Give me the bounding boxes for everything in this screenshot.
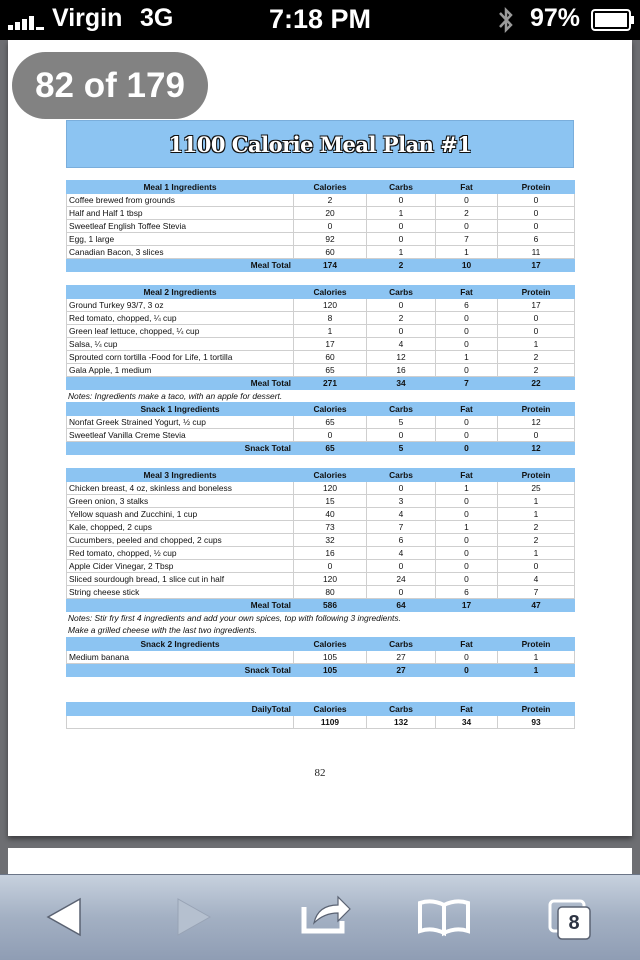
table-row (67, 324, 575, 337)
table-cell: 0 (367, 233, 436, 246)
table-cell: 4 (367, 507, 436, 520)
table-cell: 25 (498, 481, 575, 494)
table-cell: 2 (498, 363, 575, 376)
table-cell: 1 (367, 246, 436, 259)
back-icon (20, 875, 110, 960)
total-cell: Meal Total (67, 376, 294, 389)
total-cell: 1 (498, 663, 575, 676)
table-cell: 2 (367, 311, 436, 324)
table-cell: 5 (367, 416, 436, 429)
table-row (67, 546, 575, 559)
table-cell: Salsa, ¼ cup (67, 337, 294, 350)
table-cell: 120 (294, 572, 367, 585)
table-row (67, 585, 575, 598)
document-title: 1100 Calorie Meal Plan #1 (66, 120, 574, 168)
total-row (67, 259, 575, 272)
table-cell: Sliced sourdough bread, 1 slice cut in half (67, 572, 294, 585)
total-cell: 17 (436, 598, 498, 611)
meal-table (66, 468, 575, 612)
table-cell: 0 (498, 194, 575, 207)
table-cell: 0 (436, 324, 498, 337)
column-header: Protein (498, 403, 575, 416)
table-cell: 27 (367, 650, 436, 663)
total-cell: 586 (294, 598, 367, 611)
table-row (67, 520, 575, 533)
battery-icon (591, 9, 635, 31)
table-cell: 6 (367, 533, 436, 546)
table-cell: 4 (367, 337, 436, 350)
column-header: Snack 1 Ingredients (67, 403, 294, 416)
total-cell: 64 (367, 598, 436, 611)
daily-total-table (66, 702, 575, 729)
total-cell: 12 (498, 442, 575, 455)
total-cell: 7 (436, 376, 498, 389)
table-cell: 0 (367, 194, 436, 207)
table-cell: 0 (436, 507, 498, 520)
table-cell: 11 (498, 246, 575, 259)
column-header: Carbs (367, 637, 436, 650)
table-cell: Green onion, 3 stalks (67, 494, 294, 507)
table-cell: 0 (436, 533, 498, 546)
table-row (67, 194, 575, 207)
total-cell: 10 (436, 259, 498, 272)
column-header: Protein (498, 181, 575, 194)
table-row (67, 572, 575, 585)
table-row (67, 363, 575, 376)
table-cell: 0 (367, 220, 436, 233)
table-cell: 1 (498, 494, 575, 507)
column-header: Fat (436, 285, 498, 298)
total-row (67, 663, 575, 676)
table-cell: 1 (294, 324, 367, 337)
table-row (67, 429, 575, 442)
table-row (67, 507, 575, 520)
table-cell: 0 (498, 311, 575, 324)
table-row (67, 233, 575, 246)
column-header: Fat (436, 637, 498, 650)
table-cell: 80 (294, 585, 367, 598)
table-cell: Sprouted corn tortilla -Food for Life, 1 tortilla (67, 350, 294, 363)
table-row (67, 207, 575, 220)
table-cell: 20 (294, 207, 367, 220)
table-cell: 32 (294, 533, 367, 546)
table-cell: String cheese stick (67, 585, 294, 598)
column-header: Calories (294, 403, 367, 416)
table-cell: Sweetleaf English Toffee Stevia (67, 220, 294, 233)
table-cell: 0 (367, 559, 436, 572)
table-cell: 16 (367, 363, 436, 376)
daily-calories: 1109 (294, 715, 367, 728)
table-row (67, 298, 575, 311)
back-button[interactable] (20, 875, 110, 960)
table-cell: 60 (294, 246, 367, 259)
table-cell: 0 (367, 585, 436, 598)
table-cell: 4 (367, 546, 436, 559)
total-cell: 0 (436, 442, 498, 455)
table-cell: Gala Apple, 1 medium (67, 363, 294, 376)
table-row (67, 311, 575, 324)
table-cell: Cucumbers, peeled and chopped, 2 cups (67, 533, 294, 546)
column-header: Fat (436, 181, 498, 194)
table-cell: 0 (436, 559, 498, 572)
total-cell: 34 (367, 376, 436, 389)
total-cell: 47 (498, 598, 575, 611)
table-row (67, 220, 575, 233)
column-header: Calories (294, 468, 367, 481)
column-header: Fat (436, 702, 498, 715)
table-row (67, 559, 575, 572)
table-cell: 73 (294, 520, 367, 533)
table-cell: Coffee brewed from grounds (67, 194, 294, 207)
table-cell: 2 (436, 207, 498, 220)
table-cell: Apple Cider Vinegar, 2 Tbsp (67, 559, 294, 572)
table-cell: 24 (367, 572, 436, 585)
column-header: Protein (498, 285, 575, 298)
table-cell: 2 (498, 533, 575, 546)
column-header: Carbs (367, 403, 436, 416)
table-cell: 0 (367, 429, 436, 442)
section-header (67, 637, 575, 650)
table-cell: 65 (294, 416, 367, 429)
table-cell: 2 (294, 194, 367, 207)
table-cell: 0 (436, 337, 498, 350)
table-cell: 8 (294, 311, 367, 324)
table-cell: 17 (498, 298, 575, 311)
table-row (67, 494, 575, 507)
section-header (67, 285, 575, 298)
meal-table (66, 402, 575, 455)
column-header: Fat (436, 403, 498, 416)
table-row (67, 350, 575, 363)
table-cell: 17 (294, 337, 367, 350)
table-cell: Chicken breast, 4 oz, skinless and boneless (67, 481, 294, 494)
table-cell: 60 (294, 350, 367, 363)
column-header: Carbs (367, 181, 436, 194)
column-header: Meal 2 Ingredients (67, 285, 294, 298)
table-row (67, 481, 575, 494)
section-note: Make a grilled cheese with the last two ingredients. (68, 625, 258, 635)
column-header: Carbs (367, 702, 436, 715)
total-cell: Meal Total (67, 598, 294, 611)
column-header: Protein (498, 702, 575, 715)
table-cell: 7 (436, 233, 498, 246)
table-cell: 0 (498, 559, 575, 572)
table-cell: 1 (436, 481, 498, 494)
table-cell: 0 (367, 298, 436, 311)
total-cell: 174 (294, 259, 367, 272)
total-row (67, 598, 575, 611)
clock: 7:18 PM (268, 4, 372, 34)
total-cell: 2 (367, 259, 436, 272)
share-icon (280, 875, 370, 960)
column-header: Calories (294, 285, 367, 298)
total-cell: 271 (294, 376, 367, 389)
table-cell: 0 (294, 559, 367, 572)
column-header: Calories (294, 702, 367, 715)
total-cell: 27 (367, 663, 436, 676)
table-cell: 0 (436, 429, 498, 442)
forward-icon (148, 875, 238, 960)
table-cell: 0 (498, 429, 575, 442)
table-cell: Medium banana (67, 650, 294, 663)
table-cell: Kale, chopped, 2 cups (67, 520, 294, 533)
column-header: Calories (294, 181, 367, 194)
share-button[interactable] (280, 875, 370, 960)
meal-table (66, 180, 575, 272)
table-row (67, 337, 575, 350)
table-row (67, 533, 575, 546)
table-cell: Yellow squash and Zucchini, 1 cup (67, 507, 294, 520)
bookmarks-icon (400, 875, 490, 960)
meal-table (66, 285, 575, 390)
table-cell: 1 (498, 507, 575, 520)
total-cell: Snack Total (67, 663, 294, 676)
column-header: Snack 2 Ingredients (67, 637, 294, 650)
page-number: 82 (314, 767, 326, 779)
column-header: Protein (498, 468, 575, 481)
table-cell: 0 (498, 207, 575, 220)
page-indicator: 82 of 179 (12, 52, 208, 119)
table-row (67, 246, 575, 259)
table-cell: 1 (436, 246, 498, 259)
table-cell: Sweetleaf Vanilla Creme Stevia (67, 429, 294, 442)
total-cell: 105 (294, 663, 367, 676)
total-cell: 65 (294, 442, 367, 455)
table-cell: 7 (367, 520, 436, 533)
column-header: Carbs (367, 285, 436, 298)
battery-percent: 97% (530, 4, 581, 32)
table-cell: 0 (436, 494, 498, 507)
table-cell: Green leaf lettuce, chopped, ¼ cup (67, 324, 294, 337)
table-cell (67, 715, 294, 728)
table-cell: Egg, 1 large (67, 233, 294, 246)
daily-fat: 34 (436, 715, 498, 728)
table-cell: 0 (436, 220, 498, 233)
section-header (67, 468, 575, 481)
table-cell: 120 (294, 298, 367, 311)
meal-sections (66, 180, 574, 689)
table-cell: 16 (294, 546, 367, 559)
tabs-button[interactable] (528, 875, 618, 960)
table-cell: 0 (367, 481, 436, 494)
total-cell: 0 (436, 663, 498, 676)
table-cell: 2 (498, 350, 575, 363)
daily-total-header (67, 702, 575, 715)
daily-total-label: DailyTotal (67, 702, 294, 715)
column-header: Meal 1 Ingredients (67, 181, 294, 194)
daily-protein: 93 (498, 715, 575, 728)
table-cell: Nonfat Greek Strained Yogurt, ½ cup (67, 416, 294, 429)
status-bar (0, 0, 640, 40)
section-note: Notes: Stir fry first 4 ingredients and add your own spices, top with following 3 ingredients. (68, 612, 401, 623)
table-cell: 12 (367, 350, 436, 363)
table-cell: 1 (498, 546, 575, 559)
table-cell: 0 (436, 311, 498, 324)
table-cell: Canadian Bacon, 3 slices (67, 246, 294, 259)
total-cell: 17 (498, 259, 575, 272)
table-cell: 1 (498, 337, 575, 350)
table-cell: 7 (498, 585, 575, 598)
column-header: Fat (436, 468, 498, 481)
table-cell: 3 (367, 494, 436, 507)
table-cell: 4 (498, 572, 575, 585)
table-cell: Ground Turkey 93/7, 3 oz (67, 298, 294, 311)
total-row (67, 442, 575, 455)
table-cell: 6 (436, 585, 498, 598)
total-cell: Meal Total (67, 259, 294, 272)
total-cell: Snack Total (67, 442, 294, 455)
table-cell: 92 (294, 233, 367, 246)
total-cell: 22 (498, 376, 575, 389)
column-header: Meal 3 Ingredients (67, 468, 294, 481)
table-cell: 12 (498, 416, 575, 429)
table-cell: Half and Half 1 tbsp (67, 207, 294, 220)
column-header: Calories (294, 637, 367, 650)
tabs-count: 8 (568, 912, 580, 934)
table-cell: 0 (436, 416, 498, 429)
bluetooth-icon (496, 4, 516, 36)
table-cell: Red tomato, chopped, ½ cup (67, 546, 294, 559)
table-cell: 0 (294, 220, 367, 233)
table-cell: Red tomato, chopped, ¼ cup (67, 311, 294, 324)
table-cell: 40 (294, 507, 367, 520)
table-cell: 0 (498, 220, 575, 233)
table-row (67, 650, 575, 663)
table-cell: 0 (294, 429, 367, 442)
forward-button[interactable] (148, 875, 238, 960)
table-cell: 6 (436, 298, 498, 311)
table-cell: 1 (498, 650, 575, 663)
table-cell: 6 (498, 233, 575, 246)
section-header (67, 181, 575, 194)
table-cell: 0 (436, 572, 498, 585)
column-header: Protein (498, 637, 575, 650)
table-cell: 0 (436, 546, 498, 559)
browser-toolbar (0, 874, 640, 960)
table-cell: 1 (436, 520, 498, 533)
table-cell: 0 (367, 324, 436, 337)
daily-carbs: 132 (367, 715, 436, 728)
table-row (67, 416, 575, 429)
daily-total-values (67, 715, 575, 728)
table-cell: 65 (294, 363, 367, 376)
table-cell: 0 (498, 324, 575, 337)
column-header: Carbs (367, 468, 436, 481)
section-note: Notes: Ingredients make a taco, with an apple for dessert. (68, 390, 283, 401)
table-cell: 0 (436, 194, 498, 207)
total-cell: 5 (367, 442, 436, 455)
table-cell: 2 (498, 520, 575, 533)
table-cell: 120 (294, 481, 367, 494)
bookmarks-button[interactable] (400, 875, 490, 960)
meal-table (66, 637, 575, 677)
table-cell: 1 (436, 350, 498, 363)
table-cell: 105 (294, 650, 367, 663)
network-type: 3G (140, 4, 174, 32)
meal-plan-document (66, 120, 574, 729)
table-cell: 1 (367, 207, 436, 220)
table-cell: 0 (436, 363, 498, 376)
section-header (67, 403, 575, 416)
table-cell: 15 (294, 494, 367, 507)
carrier-name: Virgin (52, 4, 123, 32)
table-cell: 0 (436, 650, 498, 663)
total-row (67, 376, 575, 389)
